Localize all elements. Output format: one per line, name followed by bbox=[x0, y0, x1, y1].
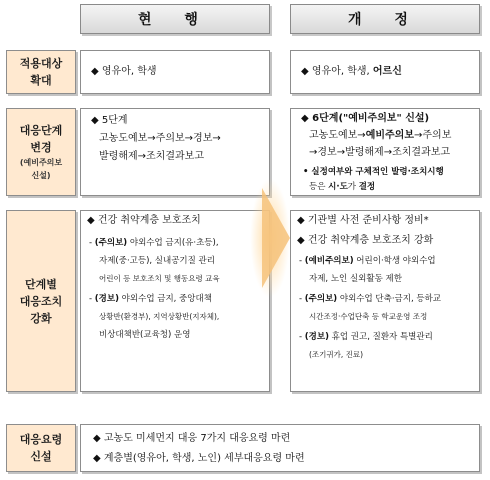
current-measures-box bbox=[80, 210, 270, 392]
revised-target-box bbox=[290, 50, 480, 94]
revised-stage-note: • 실정여부와 구체적인 발령·조치시행 bbox=[303, 167, 444, 177]
current-stage-line: ◆ 5단계 bbox=[91, 115, 128, 126]
category-stage-change: 대응단계 변경 (예비주의보 신설) bbox=[6, 108, 76, 196]
revised-measures-line: ◆ 기관별 사전 준비사항 정비* bbox=[297, 215, 429, 226]
current-column-header: 현 행 bbox=[80, 4, 270, 34]
current-target-text: ◆ 영유아, 학생 bbox=[91, 66, 157, 77]
revised-column-header: 개 정 bbox=[290, 4, 480, 34]
current-measures-line: 상황반(환경부), 지역상황반(지자체), bbox=[99, 312, 220, 321]
revised-stage-note: 등은 시·도가 결정 bbox=[309, 182, 376, 192]
current-measures-line: - (주의보) 야외수업 금지(유·초등), bbox=[89, 238, 219, 248]
revised-stage-line: 고농도예보→예비주의보→주의보 bbox=[309, 130, 452, 141]
category-measures-strengthening: 단계별 대응조치 강화 bbox=[6, 210, 76, 392]
current-stage-box bbox=[80, 108, 270, 196]
revised-stage-line: →경보→발령해제→조치결과보고 bbox=[309, 147, 451, 158]
revised-measures-box bbox=[290, 210, 480, 392]
revised-stage-line: ◆ 6단계("예비주의보" 신설) bbox=[301, 113, 430, 124]
current-measures-line: ◆ 건강 취약계층 보호조치 bbox=[87, 215, 201, 226]
current-target-box bbox=[80, 50, 270, 94]
current-measures-line: 비상대책반(교육청) 운영 bbox=[99, 330, 191, 340]
current-measures-line: 자제(중·고등), 실내공기질 관리 bbox=[99, 256, 215, 266]
revised-measures-line: 자제, 노인 실외활동 제한 bbox=[309, 274, 402, 284]
current-stage-line: 발령해제→조치결과보고 bbox=[99, 151, 204, 162]
category-target-expansion: 적용대상 확대 bbox=[6, 50, 76, 94]
revised-measures-line: - (경보) 휴업 권고, 질환자 특별관리 bbox=[299, 332, 433, 342]
revised-stage-box bbox=[290, 108, 480, 196]
revised-target-text: ◆ 영유아, 학생, 어르신 bbox=[301, 66, 402, 77]
guideline-box bbox=[80, 424, 480, 472]
revised-measures-line: - (주의보) 야외수업 단축·금지, 등하교 bbox=[299, 294, 442, 304]
revised-measures-line: ◆ 건강 취약계층 보호조치 강화 bbox=[297, 235, 434, 246]
current-measures-line: 어린이 등 보호조치 및 행동요령 교육 bbox=[99, 274, 220, 283]
revised-measures-line: (조기귀가, 진료) bbox=[309, 350, 364, 359]
revised-measures-line: 시간조정·수업단축 등 학교운영 조정 bbox=[309, 312, 428, 321]
current-measures-line: - (경보) 야외수업 금지, 중앙대책 bbox=[89, 294, 212, 304]
category-guideline-new: 대응요령 신설 bbox=[6, 424, 76, 472]
right-arrow-icon bbox=[262, 188, 290, 288]
guideline-line: ◆ 계층별(영유아, 학생, 노인) 세부대응요령 마련 bbox=[93, 453, 305, 464]
guideline-line: ◆ 고농도 미세먼지 대응 7가지 대응요령 마련 bbox=[93, 433, 291, 444]
current-stage-line: 고농도예보→주의보→경보→ bbox=[99, 133, 221, 144]
revised-measures-line: - (예비주의보) 어린이·학생 야외수업 bbox=[299, 256, 436, 266]
